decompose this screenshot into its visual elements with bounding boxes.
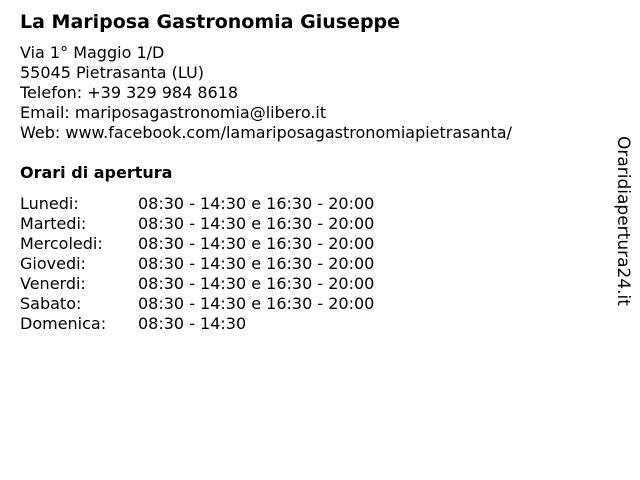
phone-line: Telefon: +39 329 984 8618 — [20, 83, 239, 102]
site-brand-text: Oraridiapertura24.it — [613, 136, 633, 306]
hours-day: Martedi: — [20, 214, 87, 233]
business-name: La Mariposa Gastronomia Giuseppe — [20, 11, 401, 33]
hours-title: Orari di apertura — [20, 163, 173, 182]
hours-day: Domenica: — [20, 314, 107, 333]
hours-time: 08:30 - 14:30 e 16:30 - 20:00 — [138, 294, 375, 313]
hours-time: 08:30 - 14:30 e 16:30 - 20:00 — [138, 214, 375, 233]
hours-day: Giovedi: — [20, 254, 86, 273]
hours-day: Venerdi: — [20, 274, 86, 293]
email-line: Email: mariposagastronomia@libero.it — [20, 103, 327, 122]
address-street: Via 1° Maggio 1/D — [20, 43, 165, 62]
hours-day: Sabato: — [20, 294, 82, 313]
address-city: 55045 Pietrasanta (LU) — [20, 63, 204, 82]
hours-time: 08:30 - 14:30 — [138, 314, 247, 333]
hours-time: 08:30 - 14:30 e 16:30 - 20:00 — [138, 234, 375, 253]
hours-time: 08:30 - 14:30 e 16:30 - 20:00 — [138, 194, 375, 213]
contact-block — [20, 43, 512, 143]
site-brand-watermark — [610, 136, 636, 308]
hours-time: 08:30 - 14:30 e 16:30 - 20:00 — [138, 254, 375, 273]
web-line: Web: www.facebook.com/lamariposagastronomiapietrasanta/ — [20, 123, 512, 142]
hours-day: Lunedi: — [20, 194, 79, 213]
hours-day: Mercoledi: — [20, 234, 103, 253]
hours-time: 08:30 - 14:30 e 16:30 - 20:00 — [138, 274, 375, 293]
